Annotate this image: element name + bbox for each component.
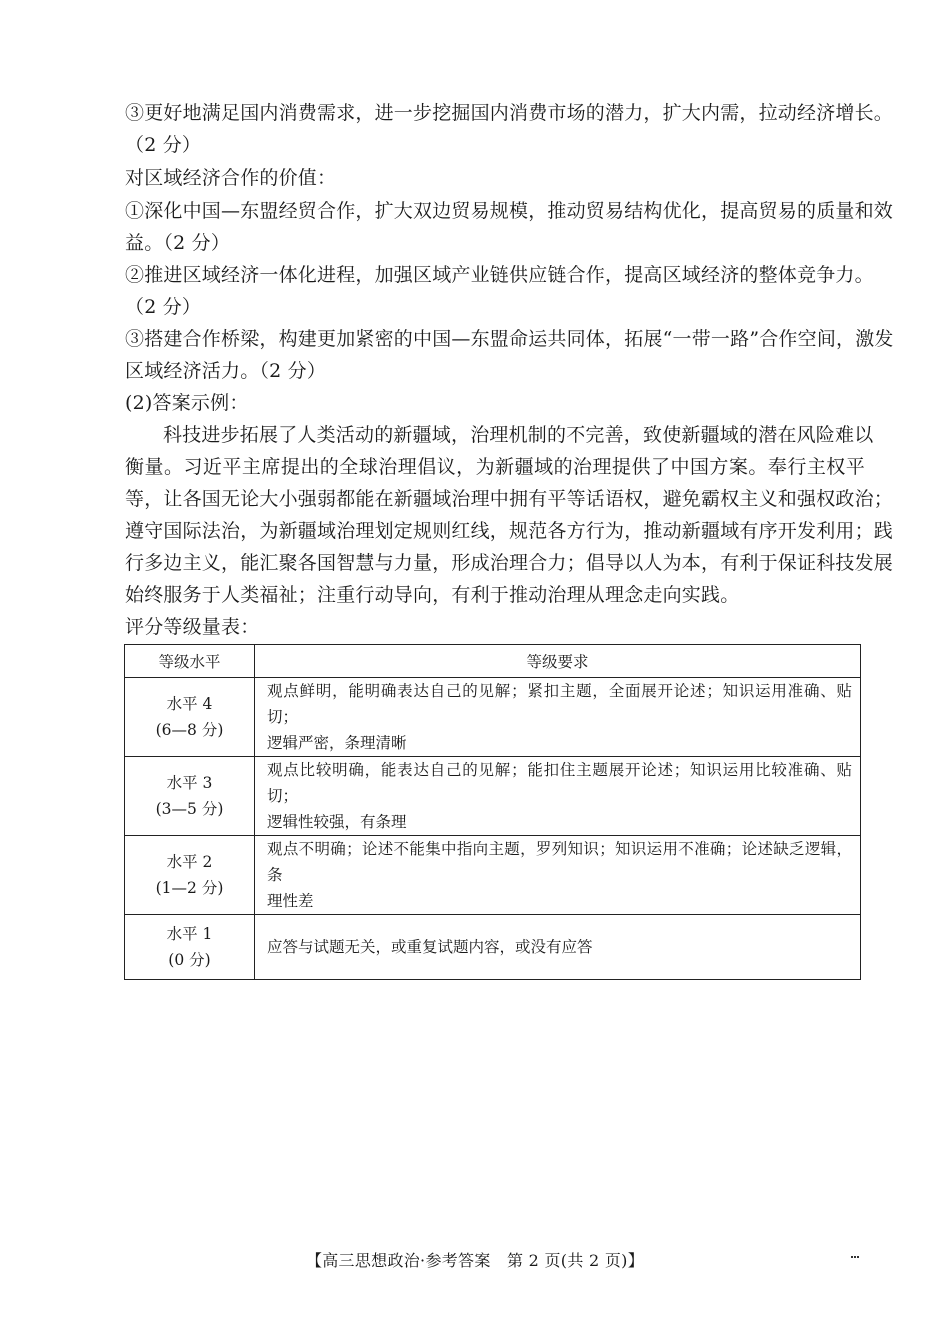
level-cell — [125, 757, 255, 836]
section-heading: 对区域经济合作的价值： — [125, 167, 337, 189]
header-requirement: 等级要求 — [255, 645, 861, 678]
section-heading: 评分等级量表： — [125, 616, 260, 638]
answer-line: ②推进区域经济一体化进程，加强区域产业链供应链合作，提高区域经济的整体竞争力。 — [125, 264, 874, 286]
answer-line: ③更好地满足国内消费需求，进一步挖掘国内消费市场的潜力，扩大内需，拉动经济增长。 — [125, 102, 894, 124]
level-score: (6—8 分) — [155, 721, 224, 739]
requirement-cell — [255, 915, 861, 980]
requirement-text: 逻辑性较强，有条理 — [267, 813, 407, 831]
level-cell — [125, 678, 255, 757]
level-score: (0 分) — [168, 951, 211, 969]
table-header-row — [125, 645, 861, 678]
answer-line: ③搭建合作桥梁，构建更加紧密的中国—东盟命运共同体，拓展“一带一路”合作空间，激发 — [125, 328, 894, 350]
level-name: 水平 1 — [166, 925, 213, 943]
essay-line: 衡量。习近平主席提出的全球治理倡议，为新疆域的治理提供了中国方案。奉行主权平 — [125, 456, 865, 478]
answer-line: 益。（2 分） — [125, 232, 231, 254]
answer-line: 区域经济活力。（2 分） — [125, 360, 327, 382]
requirement-text: 观点不明确；论述不能集中指向主题，罗列知识；知识运用不准确；论述缺乏逻辑，条 — [267, 840, 852, 884]
page-footer: 【高三思想政治·参考答案 第 2 页(共 2 页)】 — [305, 1251, 645, 1270]
level-name: 水平 3 — [166, 774, 213, 792]
table-row — [125, 757, 861, 836]
header-level: 等级水平 — [125, 645, 255, 678]
level-cell — [125, 915, 255, 980]
level-score: (3—5 分) — [155, 800, 224, 818]
requirement-cell — [255, 757, 861, 836]
level-cell — [125, 836, 255, 915]
answer-line: （2 分） — [125, 296, 202, 318]
essay-line: 遵守国际法治，为新疆域治理划定规则红线，规范各方行为，推动新疆域有序开发利用；践 — [125, 520, 894, 542]
essay-line: 科技进步拓展了人类活动的新疆域，治理机制的不完善，致使新疆域的潜在风险难以 — [163, 424, 874, 446]
level-name: 水平 2 — [166, 853, 213, 871]
requirement-cell — [255, 836, 861, 915]
table-row — [125, 915, 861, 980]
essay-line: 等，让各国无论大小强弱都能在新疆域治理中拥有平等话语权，避免霸权主义和强权政治； — [125, 488, 894, 510]
requirement-text: 观点鲜明，能明确表达自己的见解；紧扣主题，全面展开论述；知识运用准确、贴切； — [267, 682, 852, 726]
table-row — [125, 678, 861, 757]
level-score: (1—2 分) — [155, 879, 224, 897]
page-mark — [851, 1256, 859, 1260]
requirement-cell — [255, 678, 861, 757]
grading-table — [124, 644, 861, 980]
level-name: 水平 4 — [166, 695, 213, 713]
requirement-text: 逻辑严密，条理清晰 — [267, 734, 407, 752]
requirement-text: 应答与试题无关，或重复试题内容，或没有应答 — [267, 938, 593, 956]
essay-line: 行多边主义，能汇聚各国智慧与力量，形成治理合力；倡导以人为本，有利于保证科技发展 — [125, 552, 894, 574]
requirement-text: 理性差 — [267, 892, 314, 910]
table-row — [125, 836, 861, 915]
requirement-text: 观点比较明确，能表达自己的见解；能扣住主题展开论述；知识运用比较准确、贴切； — [267, 761, 852, 805]
answer-line: （2 分） — [125, 134, 202, 156]
section-heading: (2)答案示例： — [125, 392, 249, 414]
answer-line: ①深化中国—东盟经贸合作，扩大双边贸易规模，推动贸易结构优化，提高贸易的质量和效 — [125, 200, 894, 222]
essay-line: 始终服务于人类福祉；注重行动导向，有利于推动治理从理念走向实践。 — [125, 584, 740, 606]
